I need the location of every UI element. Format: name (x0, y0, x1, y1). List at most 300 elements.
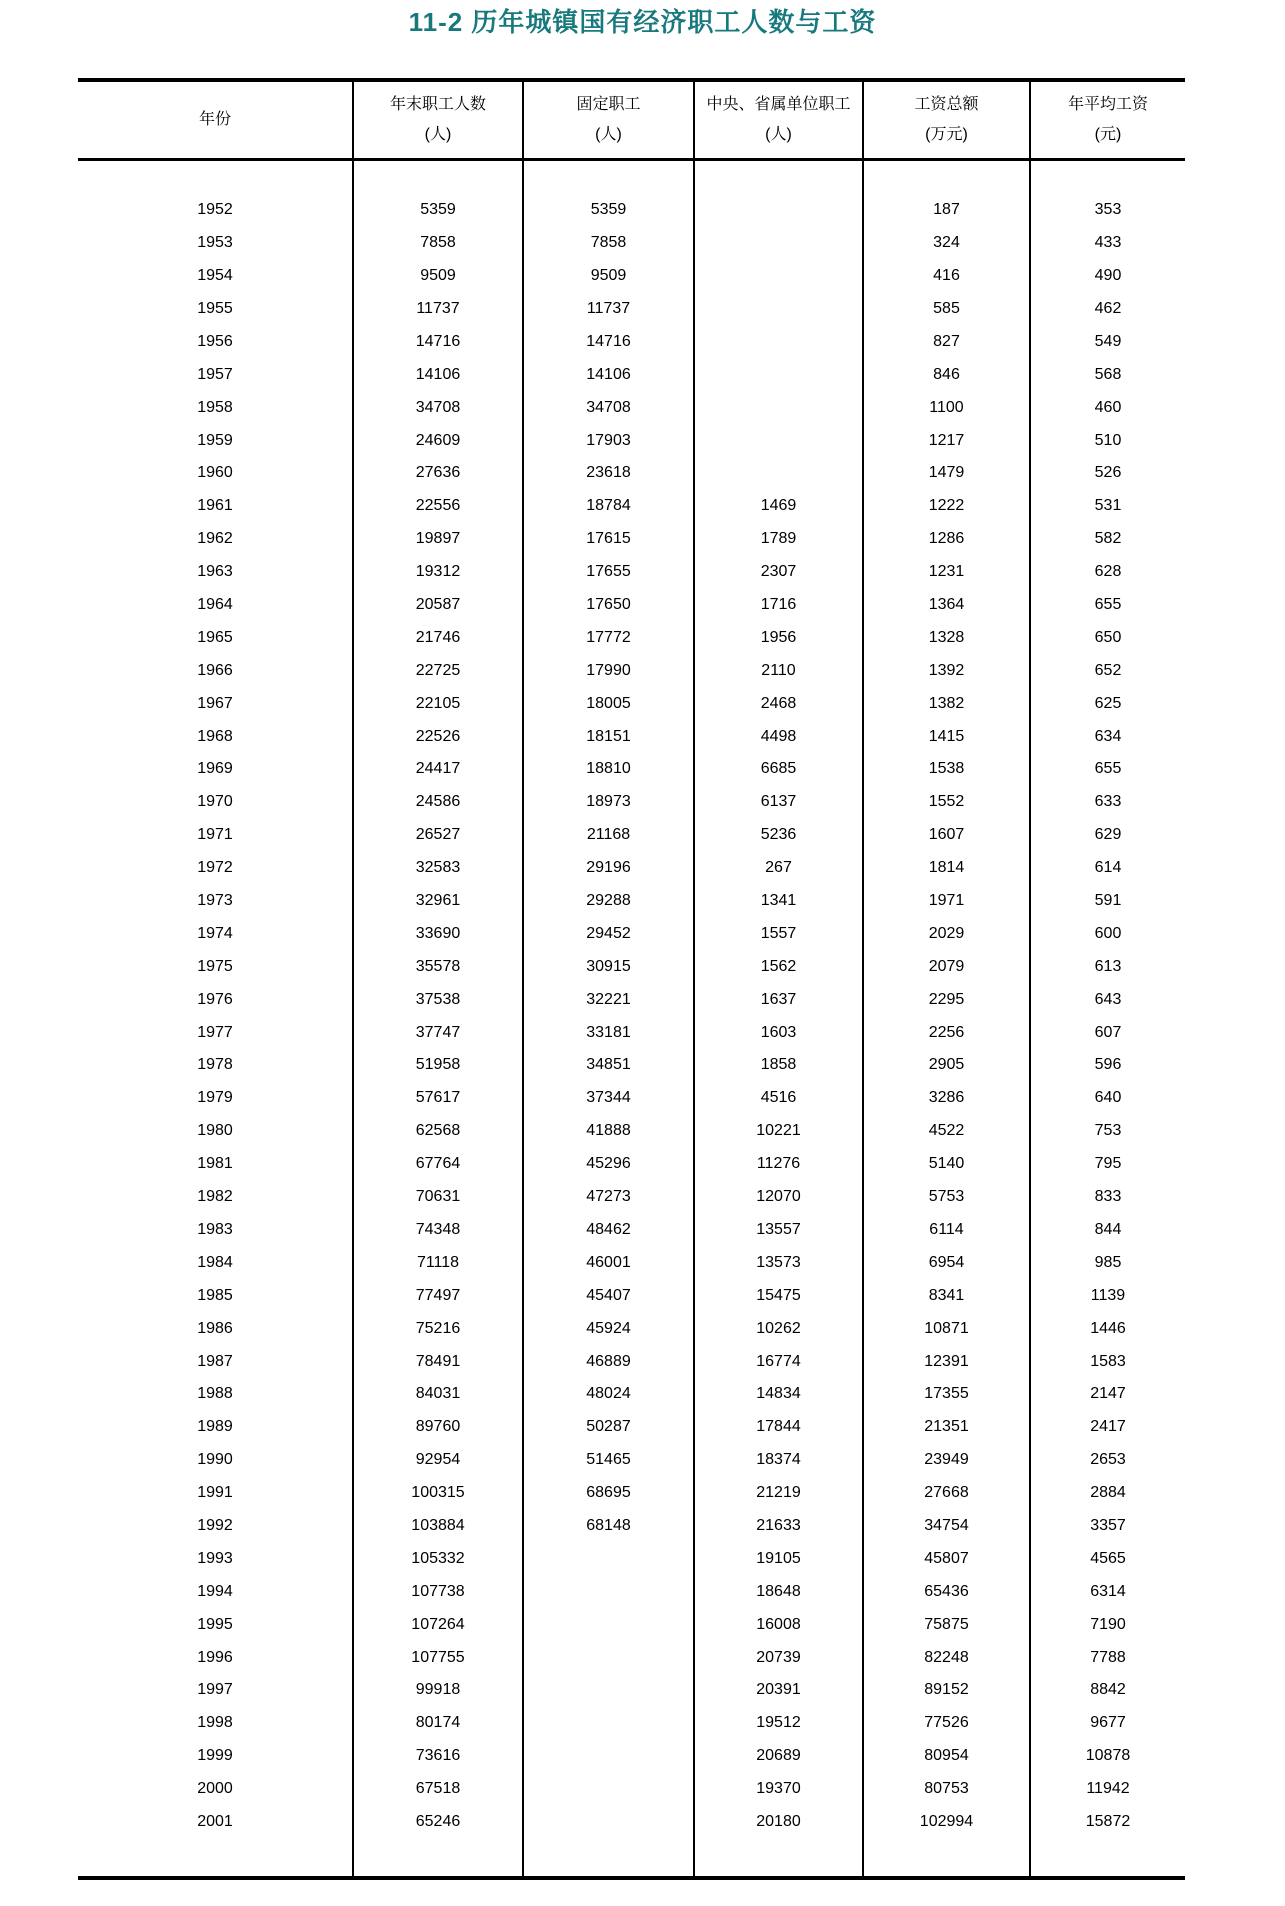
value-cell: 1382 (863, 687, 1030, 720)
column-header-5 (1030, 80, 1185, 160)
spacer-cell (523, 1838, 694, 1878)
year-cell: 1982 (197, 1188, 233, 1206)
value-cell: 75216 (353, 1312, 523, 1345)
table-row (78, 490, 1185, 523)
spacer-cell (78, 1838, 353, 1878)
value-cell: 15872 (1030, 1806, 1185, 1839)
value-cell: 20587 (353, 589, 523, 622)
value-cell: 17772 (523, 621, 694, 654)
value-cell: 37747 (353, 1016, 523, 1049)
value-cell: 21633 (694, 1510, 863, 1543)
table-row (78, 260, 1185, 293)
value-cell: 1557 (694, 917, 863, 950)
spacer-cell (78, 160, 353, 194)
spacer-cell (353, 160, 523, 194)
value-cell (523, 1641, 694, 1674)
value-cell: 7858 (523, 227, 694, 260)
value-cell: 67764 (353, 1148, 523, 1181)
year-cell: 1958 (197, 398, 233, 416)
value-cell: 596 (1030, 1049, 1185, 1082)
year-cell: 1994 (197, 1582, 233, 1600)
column-name: 年份 (198, 111, 231, 128)
value-cell: 531 (1030, 490, 1185, 523)
value-cell: 82248 (863, 1641, 1030, 1674)
value-cell: 22105 (353, 687, 523, 720)
value-cell (523, 1608, 694, 1641)
year-cell: 1986 (197, 1319, 233, 1337)
value-cell: 4522 (863, 1115, 1030, 1148)
value-cell: 11737 (523, 293, 694, 326)
value-cell: 77526 (863, 1707, 1030, 1740)
page-title: 11-2 历年城镇国有经济职工人数与工资 (408, 7, 877, 37)
value-cell: 45296 (523, 1148, 694, 1181)
value-cell: 47273 (523, 1181, 694, 1214)
column-name: 工资总额 (914, 96, 979, 113)
spacer-cell (694, 1838, 863, 1878)
value-cell: 2147 (1030, 1378, 1185, 1411)
year-cell: 1992 (197, 1516, 233, 1534)
value-cell: 21168 (523, 819, 694, 852)
value-cell: 462 (1030, 293, 1185, 326)
value-cell: 19897 (353, 523, 523, 556)
value-cell: 18810 (523, 753, 694, 786)
year-cell: 1952 (197, 201, 233, 219)
value-cell: 80954 (863, 1740, 1030, 1773)
value-cell: 490 (1030, 260, 1185, 293)
table-row (78, 457, 1185, 490)
value-cell: 51465 (523, 1444, 694, 1477)
value-cell: 19312 (353, 556, 523, 589)
year-cell: 1953 (197, 234, 233, 252)
value-cell: 1217 (863, 424, 1030, 457)
value-cell: 846 (863, 358, 1030, 391)
value-cell: 33690 (353, 917, 523, 950)
year-cell: 1991 (197, 1484, 233, 1502)
year-cell: 1956 (197, 332, 233, 350)
value-cell: 17990 (523, 654, 694, 687)
year-cell: 1976 (197, 990, 233, 1008)
year-cell: 1980 (197, 1122, 233, 1140)
value-cell: 5140 (863, 1148, 1030, 1181)
value-cell: 27636 (353, 457, 523, 490)
value-cell: 17615 (523, 523, 694, 556)
value-cell: 99918 (353, 1674, 523, 1707)
value-cell: 16774 (694, 1345, 863, 1378)
value-cell: 6954 (863, 1246, 1030, 1279)
value-cell: 7858 (353, 227, 523, 260)
value-cell: 103884 (353, 1510, 523, 1543)
value-cell: 18648 (694, 1575, 863, 1608)
table-row (78, 1082, 1185, 1115)
value-cell: 655 (1030, 753, 1185, 786)
value-cell: 833 (1030, 1181, 1185, 1214)
value-cell: 75875 (863, 1608, 1030, 1641)
table-row (78, 1214, 1185, 1247)
year-cell: 1993 (197, 1549, 233, 1567)
year-cell: 1955 (197, 300, 233, 317)
value-cell: 50287 (523, 1411, 694, 1444)
column-header-0 (78, 80, 353, 160)
spacer-row (78, 1838, 1185, 1878)
year-cell: 1961 (197, 497, 233, 515)
value-cell: 15475 (694, 1279, 863, 1312)
value-cell: 35578 (353, 950, 523, 983)
column-header-2 (523, 80, 694, 160)
value-cell: 985 (1030, 1246, 1185, 1279)
value-cell: 1446 (1030, 1312, 1185, 1345)
value-cell: 89760 (353, 1411, 523, 1444)
value-cell: 24609 (353, 424, 523, 457)
value-cell: 640 (1030, 1082, 1185, 1115)
value-cell: 753 (1030, 1115, 1185, 1148)
value-cell: 353 (1030, 194, 1185, 227)
value-cell: 6685 (694, 753, 863, 786)
year-cell: 1995 (197, 1615, 233, 1633)
value-cell: 45924 (523, 1312, 694, 1345)
value-cell: 11737 (353, 293, 523, 326)
value-cell: 20739 (694, 1641, 863, 1674)
spacer-cell (863, 1838, 1030, 1878)
year-cell: 1988 (197, 1385, 233, 1403)
value-cell: 629 (1030, 819, 1185, 852)
value-cell: 14106 (353, 358, 523, 391)
value-cell: 526 (1030, 457, 1185, 490)
value-cell (694, 227, 863, 260)
value-cell: 2653 (1030, 1444, 1185, 1477)
year-cell: 1977 (197, 1023, 233, 1041)
value-cell (694, 293, 863, 326)
value-cell: 21746 (353, 621, 523, 654)
value-cell: 89152 (863, 1674, 1030, 1707)
value-cell: 84031 (353, 1378, 523, 1411)
spacer-cell (863, 160, 1030, 194)
column-unit: (人) (595, 126, 622, 143)
value-cell: 324 (863, 227, 1030, 260)
value-cell: 2884 (1030, 1477, 1185, 1510)
value-cell: 6314 (1030, 1575, 1185, 1608)
table-row (78, 1773, 1185, 1806)
table-row (78, 1016, 1185, 1049)
table-row (78, 194, 1185, 227)
value-cell: 73616 (353, 1740, 523, 1773)
value-cell: 34851 (523, 1049, 694, 1082)
value-cell (523, 1707, 694, 1740)
value-cell: 634 (1030, 720, 1185, 753)
value-cell: 10221 (694, 1115, 863, 1148)
year-cell: 2001 (197, 1812, 233, 1830)
value-cell: 1286 (863, 523, 1030, 556)
value-cell: 12391 (863, 1345, 1030, 1378)
table-row (78, 983, 1185, 1016)
value-cell: 1538 (863, 753, 1030, 786)
value-cell: 20180 (694, 1806, 863, 1839)
year-cell: 1990 (197, 1451, 233, 1469)
column-unit: (万元) (925, 126, 968, 143)
value-cell: 18005 (523, 687, 694, 720)
spacer-row (78, 160, 1185, 194)
year-cell: 1972 (197, 859, 233, 877)
table-row (78, 1674, 1185, 1707)
value-cell: 13557 (694, 1214, 863, 1247)
value-cell: 607 (1030, 1016, 1185, 1049)
value-cell: 17844 (694, 1411, 863, 1444)
value-cell: 1814 (863, 852, 1030, 885)
year-cell: 1975 (197, 957, 233, 975)
value-cell: 29196 (523, 852, 694, 885)
table-row (78, 424, 1185, 457)
value-cell: 17355 (863, 1378, 1030, 1411)
value-cell: 45407 (523, 1279, 694, 1312)
value-cell: 2079 (863, 950, 1030, 983)
value-cell: 12070 (694, 1181, 863, 1214)
value-cell: 7788 (1030, 1641, 1185, 1674)
value-cell: 23618 (523, 457, 694, 490)
value-cell: 652 (1030, 654, 1185, 687)
table-row (78, 1806, 1185, 1839)
value-cell: 3357 (1030, 1510, 1185, 1543)
table-row (78, 654, 1185, 687)
year-cell: 1965 (197, 628, 233, 646)
value-cell: 2468 (694, 687, 863, 720)
value-cell: 29452 (523, 917, 694, 950)
value-cell: 6137 (694, 786, 863, 819)
value-cell: 13573 (694, 1246, 863, 1279)
value-cell: 6114 (863, 1214, 1030, 1247)
value-cell: 1562 (694, 950, 863, 983)
table-row (78, 1707, 1185, 1740)
value-cell: 37538 (353, 983, 523, 1016)
table-header-row (78, 80, 1185, 160)
table-row (78, 1608, 1185, 1641)
value-cell: 433 (1030, 227, 1185, 260)
value-cell: 1392 (863, 654, 1030, 687)
table-row (78, 523, 1185, 556)
table-row (78, 950, 1185, 983)
value-cell: 1139 (1030, 1279, 1185, 1312)
value-cell: 24417 (353, 753, 523, 786)
value-cell: 2256 (863, 1016, 1030, 1049)
value-cell: 19105 (694, 1542, 863, 1575)
value-cell: 107755 (353, 1641, 523, 1674)
value-cell: 41888 (523, 1115, 694, 1148)
value-cell: 1100 (863, 391, 1030, 424)
value-cell: 34708 (353, 391, 523, 424)
value-cell: 21351 (863, 1411, 1030, 1444)
table-row (78, 1477, 1185, 1510)
year-cell: 1999 (197, 1747, 233, 1765)
table-row (78, 1575, 1185, 1608)
value-cell: 2295 (863, 983, 1030, 1016)
value-cell: 11276 (694, 1148, 863, 1181)
value-cell (694, 194, 863, 227)
value-cell: 19370 (694, 1773, 863, 1806)
value-cell: 14716 (353, 325, 523, 358)
value-cell: 18374 (694, 1444, 863, 1477)
table-row (78, 1510, 1185, 1543)
value-cell: 48024 (523, 1378, 694, 1411)
table-row (78, 1148, 1185, 1181)
statistics-table (78, 78, 1185, 1880)
column-unit: (元) (1094, 126, 1122, 143)
value-cell: 74348 (353, 1214, 523, 1247)
year-cell: 1962 (197, 530, 233, 548)
value-cell (523, 1575, 694, 1608)
table-row (78, 1641, 1185, 1674)
table-row (78, 917, 1185, 950)
year-cell: 1987 (197, 1352, 233, 1370)
value-cell: 2905 (863, 1049, 1030, 1082)
year-cell: 1963 (197, 563, 233, 581)
value-cell: 65246 (353, 1806, 523, 1839)
value-cell: 1469 (694, 490, 863, 523)
value-cell: 46889 (523, 1345, 694, 1378)
value-cell: 10871 (863, 1312, 1030, 1345)
value-cell (523, 1542, 694, 1575)
value-cell: 1716 (694, 589, 863, 622)
table-row (78, 556, 1185, 589)
value-cell: 92954 (353, 1444, 523, 1477)
value-cell: 71118 (353, 1246, 523, 1279)
table-row (78, 1444, 1185, 1477)
column-name: 年末职工人数 (389, 96, 486, 113)
value-cell: 34708 (523, 391, 694, 424)
value-cell: 18784 (523, 490, 694, 523)
column-name: 中央、省属单位职工 (706, 96, 851, 113)
value-cell: 62568 (353, 1115, 523, 1148)
value-cell: 1603 (694, 1016, 863, 1049)
value-cell: 22725 (353, 654, 523, 687)
value-cell (523, 1806, 694, 1839)
table-row (78, 1279, 1185, 1312)
value-cell: 100315 (353, 1477, 523, 1510)
table-row (78, 687, 1185, 720)
column-header-4 (863, 80, 1030, 160)
value-cell: 5359 (353, 194, 523, 227)
value-cell: 7190 (1030, 1608, 1185, 1641)
year-cell: 1984 (197, 1253, 233, 1271)
year-cell: 1968 (197, 727, 233, 745)
value-cell: 17655 (523, 556, 694, 589)
year-cell: 1966 (197, 661, 233, 679)
value-cell: 14716 (523, 325, 694, 358)
value-cell: 107738 (353, 1575, 523, 1608)
value-cell: 5753 (863, 1181, 1030, 1214)
table-row (78, 1049, 1185, 1082)
value-cell (523, 1773, 694, 1806)
value-cell: 1415 (863, 720, 1030, 753)
value-cell: 1364 (863, 589, 1030, 622)
year-cell: 1957 (197, 365, 233, 383)
value-cell: 30915 (523, 950, 694, 983)
value-cell: 549 (1030, 325, 1185, 358)
value-cell: 33181 (523, 1016, 694, 1049)
value-cell: 1341 (694, 885, 863, 918)
table-row (78, 786, 1185, 819)
value-cell: 3286 (863, 1082, 1030, 1115)
year-cell: 1978 (197, 1056, 233, 1074)
value-cell: 1607 (863, 819, 1030, 852)
value-cell: 643 (1030, 983, 1185, 1016)
year-cell: 1979 (197, 1089, 233, 1107)
value-cell: 17903 (523, 424, 694, 457)
year-cell: 1971 (197, 826, 233, 844)
value-cell: 32221 (523, 983, 694, 1016)
year-cell: 1970 (197, 793, 233, 811)
value-cell: 187 (863, 194, 1030, 227)
value-cell: 416 (863, 260, 1030, 293)
table-row (78, 391, 1185, 424)
value-cell: 2307 (694, 556, 863, 589)
value-cell: 9677 (1030, 1707, 1185, 1740)
value-cell: 1222 (863, 490, 1030, 523)
column-name: 年平均工资 (1067, 96, 1148, 113)
table-row (78, 1542, 1185, 1575)
value-cell: 8842 (1030, 1674, 1185, 1707)
value-cell: 70631 (353, 1181, 523, 1214)
value-cell: 625 (1030, 687, 1185, 720)
value-cell: 78491 (353, 1345, 523, 1378)
value-cell: 32961 (353, 885, 523, 918)
value-cell: 4498 (694, 720, 863, 753)
value-cell: 591 (1030, 885, 1185, 918)
table-row (78, 819, 1185, 852)
value-cell: 613 (1030, 950, 1185, 983)
value-cell: 510 (1030, 424, 1185, 457)
year-cell: 1983 (197, 1220, 233, 1238)
value-cell: 8341 (863, 1279, 1030, 1312)
value-cell (523, 1674, 694, 1707)
year-cell: 1985 (197, 1286, 233, 1304)
value-cell: 21219 (694, 1477, 863, 1510)
value-cell: 827 (863, 325, 1030, 358)
year-cell: 1996 (197, 1648, 233, 1666)
value-cell: 18973 (523, 786, 694, 819)
table-row (78, 1115, 1185, 1148)
value-cell: 20391 (694, 1674, 863, 1707)
value-cell: 1789 (694, 523, 863, 556)
value-cell: 633 (1030, 786, 1185, 819)
column-header-1 (353, 80, 523, 160)
value-cell (523, 1740, 694, 1773)
value-cell: 600 (1030, 917, 1185, 950)
table-row (78, 621, 1185, 654)
spacer-cell (1030, 1838, 1185, 1878)
value-cell: 1479 (863, 457, 1030, 490)
table-row (78, 720, 1185, 753)
spacer-cell (1030, 160, 1185, 194)
value-cell: 107264 (353, 1608, 523, 1641)
value-cell: 17650 (523, 589, 694, 622)
value-cell: 34754 (863, 1510, 1030, 1543)
value-cell: 1552 (863, 786, 1030, 819)
value-cell: 102994 (863, 1806, 1030, 1839)
value-cell: 20689 (694, 1740, 863, 1773)
value-cell (694, 358, 863, 391)
table-row (78, 1345, 1185, 1378)
table-row (78, 1378, 1185, 1411)
table-row (78, 753, 1185, 786)
value-cell: 5236 (694, 819, 863, 852)
value-cell: 14106 (523, 358, 694, 391)
year-cell: 1974 (197, 924, 233, 942)
year-cell: 1997 (197, 1681, 233, 1699)
value-cell: 29288 (523, 885, 694, 918)
value-cell: 582 (1030, 523, 1185, 556)
spacer-cell (523, 160, 694, 194)
value-cell: 4516 (694, 1082, 863, 1115)
value-cell: 57617 (353, 1082, 523, 1115)
value-cell: 585 (863, 293, 1030, 326)
